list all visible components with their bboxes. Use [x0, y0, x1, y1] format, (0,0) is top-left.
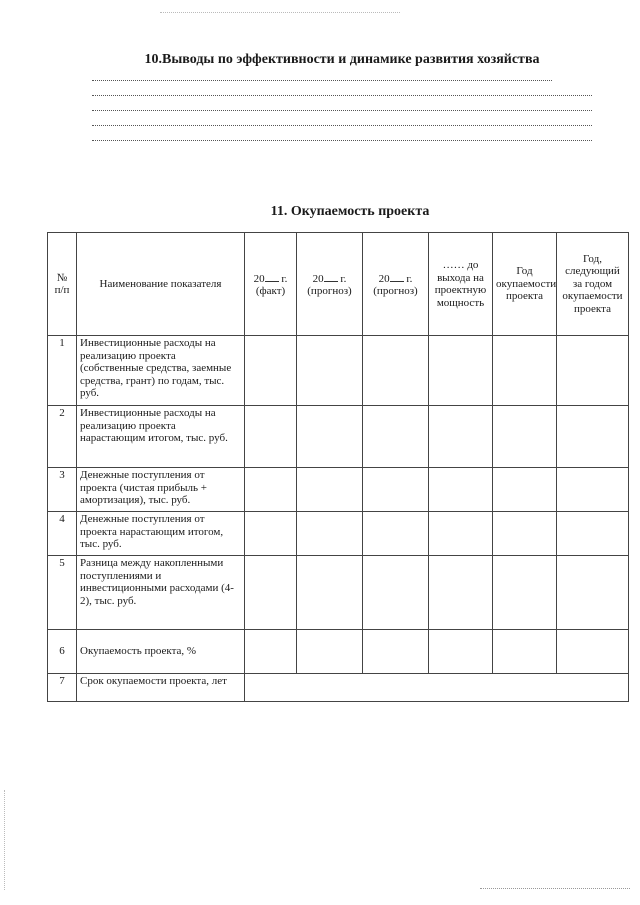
row-indicator-name: Инвестиционные расходы на реализацию проекта (собственные средства, заемные средства, грант) по годам, тыс. руб. [77, 336, 245, 406]
table-row [48, 674, 629, 702]
header-year-forecast-2-prefix: 20 [378, 272, 390, 285]
row-indicator-name: Инвестиционные расходы на реализацию проекта нарастающим итогом, тыс. руб. [77, 406, 245, 468]
table-cell [363, 336, 429, 406]
table-cell [557, 406, 629, 468]
table-cell [429, 468, 493, 512]
table-cell [493, 630, 557, 674]
table-cell [363, 630, 429, 674]
row-indicator-name: Денежные поступления от проекта (чистая прибыль + амортизация), тыс. руб. [77, 468, 245, 512]
table-cell [297, 468, 363, 512]
row-indicator-name: Денежные поступления от проекта нарастающим итогом, тыс. руб. [77, 512, 245, 556]
table-cell-merged [245, 674, 629, 702]
table-cell [493, 406, 557, 468]
row-number: 7 [48, 674, 77, 702]
table-cell [493, 512, 557, 556]
row-number: 3 [48, 468, 77, 512]
blank-line [92, 110, 592, 111]
table-cell [363, 406, 429, 468]
table-cell [557, 556, 629, 630]
table-header-row [48, 233, 629, 336]
row-indicator-name: Срок окупаемости проекта, лет [77, 674, 245, 702]
row-number: 5 [48, 556, 77, 630]
blank-line [92, 95, 592, 96]
table-row [48, 556, 629, 630]
table-cell [493, 468, 557, 512]
table-cell [493, 556, 557, 630]
scan-artifact [480, 888, 630, 889]
table-cell [245, 556, 297, 630]
section-11-title: 11. Окупаемость проекта [270, 204, 430, 219]
header-year-forecast-1-prefix: 20 [312, 272, 324, 285]
table-row [48, 468, 629, 512]
table-cell [245, 512, 297, 556]
header-year-forecast-1-suffix: г. (прогноз) [307, 272, 352, 297]
header-year-fact-suffix: г. (факт) [255, 272, 288, 297]
blank-line [92, 140, 592, 141]
year-blank [390, 271, 404, 282]
blank-line [92, 80, 552, 81]
table-row [48, 512, 629, 556]
blank-line [92, 125, 592, 126]
table-cell [297, 406, 363, 468]
header-year-forecast-1 [297, 233, 363, 336]
header-year-forecast-2-suffix: г. (прогноз) [373, 272, 418, 297]
header-num: № п/п [48, 233, 77, 336]
table-row [48, 406, 629, 468]
table-cell [245, 630, 297, 674]
table-cell [557, 468, 629, 512]
table-cell [245, 336, 297, 406]
table-cell [493, 336, 557, 406]
table-row [48, 336, 629, 406]
row-indicator-name: Разница между накопленными поступлениями и инвестиционными расходами (4-2), тыс. руб. [77, 556, 245, 630]
row-number: 2 [48, 406, 77, 468]
header-year-fact [245, 233, 297, 336]
table-cell [429, 512, 493, 556]
table-cell [363, 468, 429, 512]
year-blank [265, 271, 279, 282]
header-payback-year: Год окупаемости проекта [493, 233, 557, 336]
year-blank [324, 271, 338, 282]
table-cell [245, 406, 297, 468]
table-cell [297, 630, 363, 674]
table-cell [245, 468, 297, 512]
header-name: Наименование показателя [77, 233, 245, 336]
table-cell [557, 512, 629, 556]
table-cell [297, 336, 363, 406]
conclusions-blank-lines [92, 80, 592, 155]
table-cell [557, 630, 629, 674]
table-row [48, 630, 629, 674]
table-cell [429, 630, 493, 674]
table-cell [557, 336, 629, 406]
scan-artifact [160, 12, 400, 15]
header-year-fact-prefix: 20 [253, 272, 265, 285]
row-indicator-name: Окупаемость проекта, % [77, 630, 245, 674]
table-cell [429, 556, 493, 630]
row-number: 1 [48, 336, 77, 406]
table-cell [429, 336, 493, 406]
header-capacity: …… до выхода на проектную мощность [429, 233, 493, 336]
section-10-title: 10.Выводы по эффективности и динамике развития хозяйства [144, 52, 540, 67]
table-cell [363, 512, 429, 556]
table-cell [363, 556, 429, 630]
table-cell [429, 406, 493, 468]
row-number: 4 [48, 512, 77, 556]
header-year-forecast-2 [363, 233, 429, 336]
header-next-year: Год, следующий за годом окупаемости проекта [557, 233, 629, 336]
table-cell [297, 512, 363, 556]
payback-table [47, 232, 629, 702]
row-number: 6 [48, 630, 77, 674]
scan-artifact [4, 790, 5, 890]
table-cell [297, 556, 363, 630]
